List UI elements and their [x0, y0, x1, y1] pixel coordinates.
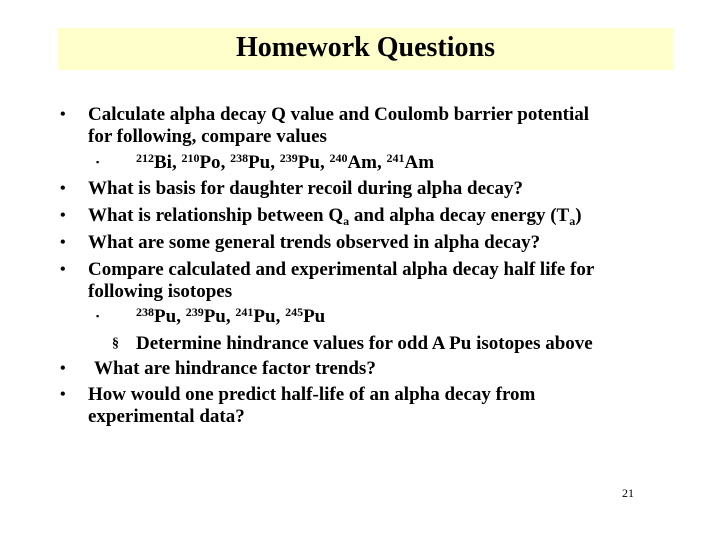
q1-isotope-separator-2: , [270, 152, 280, 173]
sub-sub-bullet-q5: § [112, 336, 119, 351]
sub-bullet-q1: ▪ [96, 157, 100, 167]
q1-isotope-mass-5: 241 [386, 151, 405, 165]
bullet-q4: • [60, 234, 66, 251]
q7-line1: How would one predict half-life of an alpha decay from [88, 384, 536, 405]
q5-isotope-separator-1: , [225, 306, 236, 327]
q5-isotope-symbol-2: Pu [253, 306, 276, 327]
q1-isotope-separator-0: , [171, 152, 182, 173]
q6-text: What are hindrance factor trends? [94, 358, 376, 379]
q4-text: What are some general trends observed in alpha decay? [88, 232, 541, 253]
q1-isotope-mass-0: 212 [136, 151, 154, 165]
q3-post: ) [575, 205, 582, 226]
title-band [58, 28, 673, 70]
bullet-q2: • [60, 180, 66, 197]
q1-isotope-mass-1: 210 [181, 151, 200, 165]
q1-isotope-mass-3: 239 [279, 151, 298, 165]
q3-sub-a: a [343, 214, 350, 228]
q1-isotope-separator-4: , [377, 152, 387, 173]
q1-isotope-list [136, 152, 434, 174]
q5-isotope-separator-2: , [275, 306, 286, 327]
q7-line2: experimental data? [88, 406, 245, 427]
q1-isotope-symbol-0: Bi [154, 152, 172, 173]
q5-hindrance-text: Determine hindrance values for odd A Pu isotopes above [136, 333, 593, 354]
page-number: 21 [622, 486, 634, 500]
q5-isotope-mass-2: 241 [235, 305, 254, 319]
q5-isotope-separator-0: , [176, 306, 186, 327]
q3-sub-a-2: a [569, 214, 576, 228]
q1-isotope-symbol-1: Po [199, 152, 221, 173]
bullet-q7: • [60, 386, 66, 403]
q5-isotope-symbol-1: Pu [203, 306, 226, 327]
q3-text [88, 205, 582, 227]
q1-isotope-symbol-2: Pu [248, 152, 271, 173]
q5-line1: Compare calculated and experimental alpha decay half life for [88, 259, 595, 280]
q5-isotope-symbol-0: Pu [154, 306, 177, 327]
q5-isotope-mass-0: 238 [136, 305, 154, 319]
q1-line1: Calculate alpha decay Q value and Coulomb barrier potential [88, 104, 590, 125]
q1-isotope-separator-3: , [319, 152, 330, 173]
bullet-q3: • [60, 207, 66, 224]
q1-isotope-symbol-5: Am [404, 152, 435, 173]
q5-isotope-list [136, 306, 325, 328]
q1-isotope-symbol-3: Pu [297, 152, 320, 173]
q1-isotope-mass-2: 238 [230, 151, 249, 165]
q5-isotope-symbol-3: Pu [303, 306, 326, 327]
sub-bullet-q5: ▪ [96, 311, 100, 321]
q3-mid: and alpha decay energy (T [349, 205, 570, 226]
bullet-q6: • [60, 360, 66, 377]
q5-isotope-mass-3: 245 [285, 305, 304, 319]
q1-isotope-separator-1: , [220, 152, 231, 173]
q3-pre: What is relationship between Q [88, 205, 344, 226]
q1-isotope-symbol-4: Am [347, 152, 377, 173]
bullet-q1: • [60, 106, 66, 123]
page-title: Homework Questions [236, 32, 495, 63]
q5-line2: following isotopes [88, 281, 233, 302]
q1-line2: for following, compare values [88, 126, 327, 147]
q2-text: What is basis for daughter recoil during alpha decay? [88, 178, 523, 199]
q1-isotope-mass-4: 240 [329, 151, 348, 165]
q5-isotope-mass-1: 239 [185, 305, 204, 319]
bullet-q5: • [60, 261, 66, 278]
